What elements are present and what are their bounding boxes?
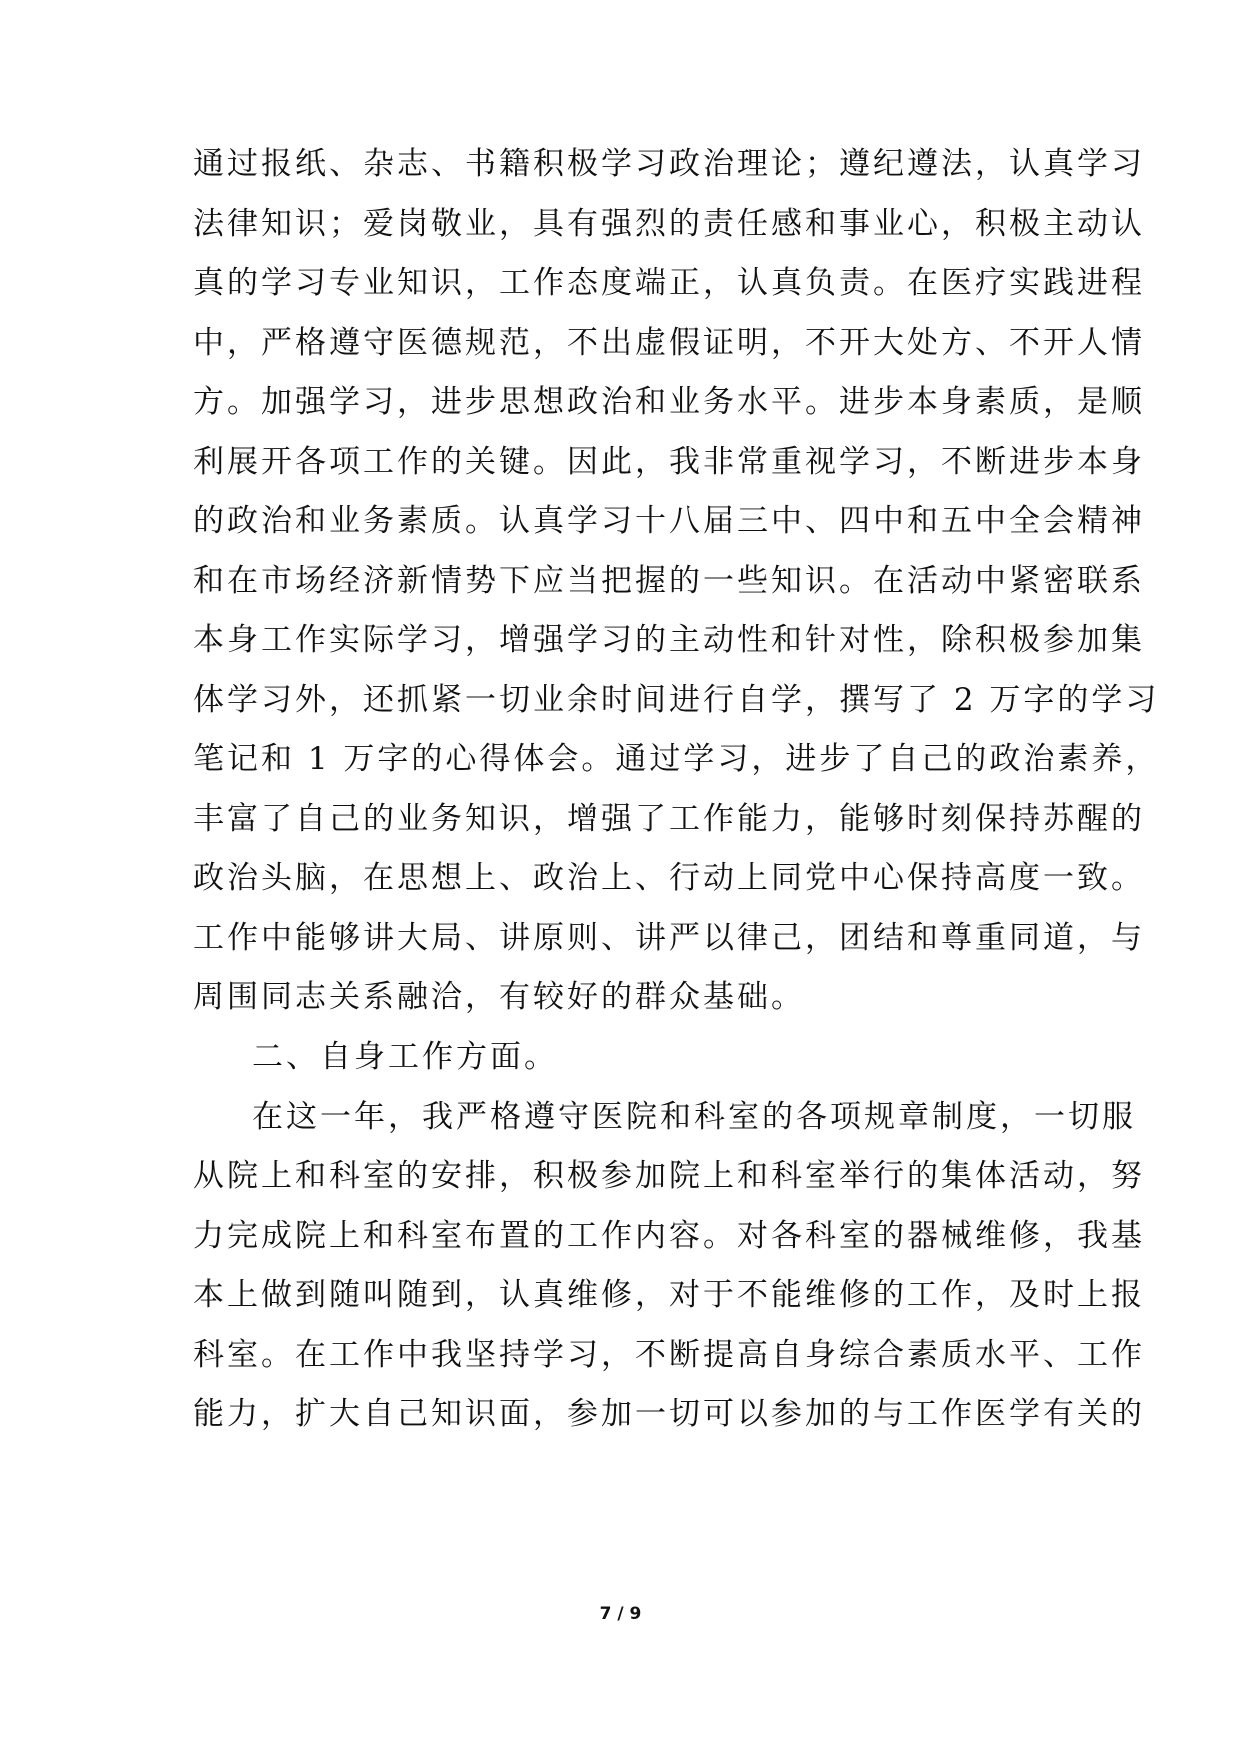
text-line: 和在市场经济新情势下应当把握的一些知识。在活动中紧密联系 — [193, 563, 1145, 599]
text-line: 方。加强学习，进步思想政治和业务水平。进步本身素质，是顺 — [193, 384, 1145, 420]
text-line: 政治头脑，在思想上、政治上、行动上同党中心保持高度一致。 — [193, 860, 1145, 896]
text-line: 中，严格遵守医德规范，不出虚假证明，不开大处方、不开人情 — [193, 325, 1145, 361]
text-line: 的政治和业务素质。认真学习十八届三中、四中和五中全会精神 — [193, 503, 1145, 539]
section-heading: 二、自身工作方面。 — [252, 1039, 558, 1075]
page-number: 7 / 9 — [599, 1604, 642, 1624]
text-line: 力完成院上和科室布置的工作内容。对各科室的器械维修，我基 — [193, 1218, 1145, 1254]
text-line: 在这一年，我严格遵守医院和科室的各项规章制度，一切服 — [252, 1099, 1136, 1135]
text-line: 能力，扩大自己知识面，参加一切可以参加的与工作医学有关的 — [193, 1396, 1145, 1432]
text-line: 笔记和 1 万字的心得体会。通过学习，进步了自己的政治素养， — [193, 741, 1160, 777]
text-line: 本上做到随叫随到，认真维修，对于不能维修的工作，及时上报 — [193, 1277, 1145, 1313]
text-line: 体学习外，还抓紧一切业余时间进行自学，撰写了 2 万字的学习 — [193, 682, 1160, 718]
text-line: 本身工作实际学习，增强学习的主动性和针对性，除积极参加集 — [193, 622, 1145, 658]
text-line: 周围同志关系融洽，有较好的群众基础。 — [193, 979, 805, 1015]
text-line: 利展开各项工作的关键。因此，我非常重视学习，不断进步本身 — [193, 444, 1145, 480]
text-line: 法律知识；爱岗敬业，具有强烈的责任感和事业心，积极主动认 — [193, 206, 1145, 242]
text-line: 从院上和科室的安排，积极参加院上和科室举行的集体活动，努 — [193, 1158, 1145, 1194]
text-line: 工作中能够讲大局、讲原则、讲严以律己，团结和尊重同道，与 — [193, 920, 1145, 956]
text-line: 丰富了自己的业务知识，增强了工作能力，能够时刻保持苏醒的 — [193, 801, 1145, 837]
text-line: 通过报纸、杂志、书籍积极学习政治理论；遵纪遵法，认真学习 — [193, 146, 1145, 182]
text-line: 真的学习专业知识，工作态度端正，认真负责。在医疗实践进程 — [193, 265, 1145, 301]
text-line: 科室。在工作中我坚持学习，不断提高自身综合素质水平、工作 — [193, 1337, 1145, 1373]
